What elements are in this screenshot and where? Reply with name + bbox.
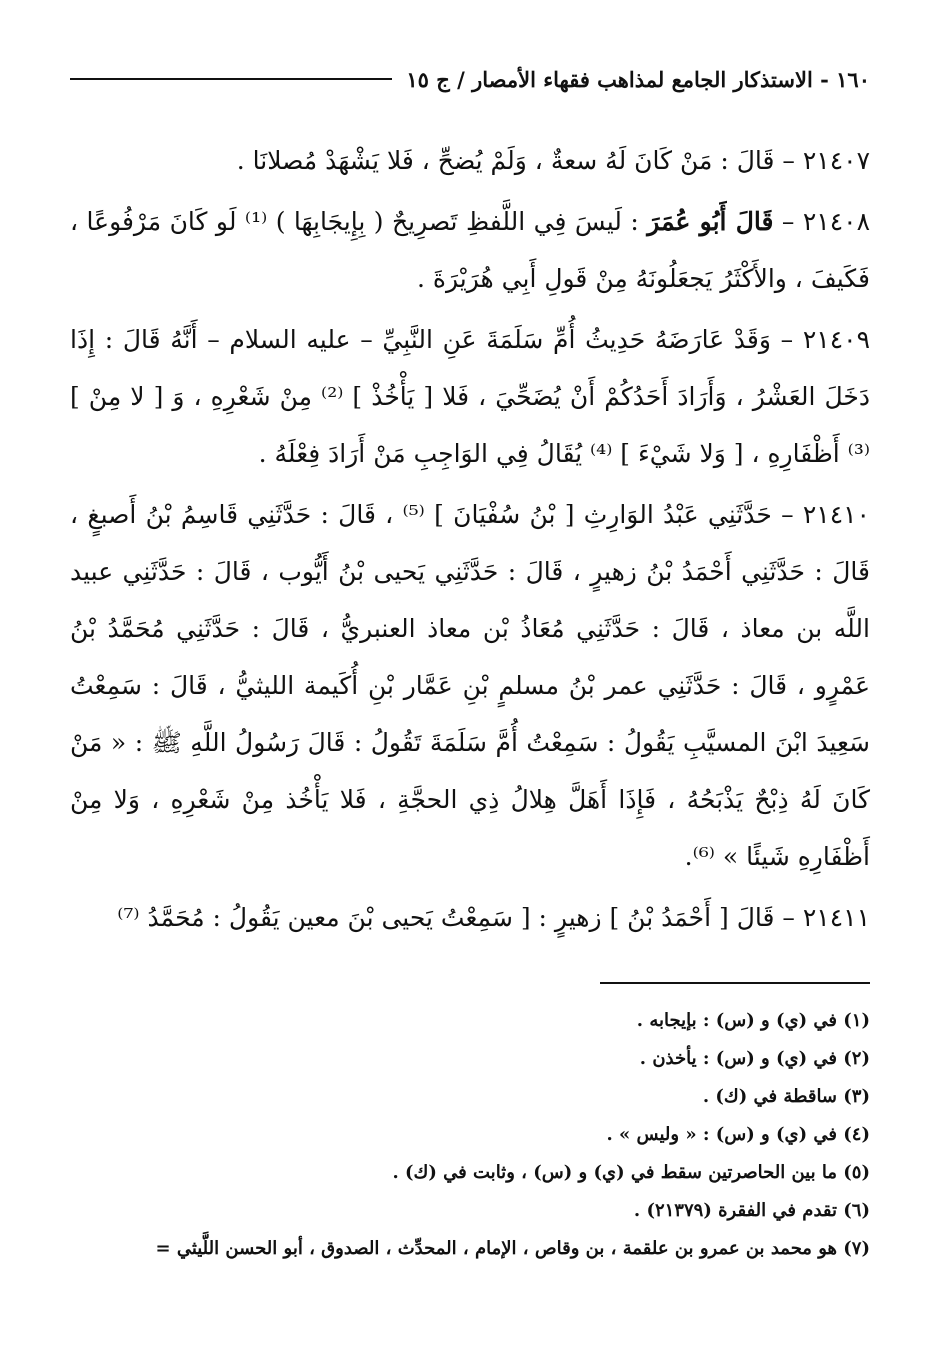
speaker-name: قَالَ أَبُو عُمَرَ [647, 207, 774, 236]
dash: – [774, 146, 795, 175]
footnote-5: (٥) ما بين الحاصرتين سقط في (ي) و (س) ، وثابت في (ك) . [392, 1162, 870, 1183]
footnote-3: (٣) ساقطة في (ك) . [702, 1086, 870, 1107]
page-header [70, 62, 870, 96]
footnote-1: (١) في (ي) و (س) : بإيجابه . [636, 1010, 870, 1031]
paragraph-21411 [70, 889, 870, 946]
paragraph-21409 [70, 311, 870, 482]
dash: – [773, 207, 795, 236]
paragraph-21408 [70, 193, 870, 307]
header-rule [70, 78, 392, 80]
paragraph-21407 [70, 132, 870, 189]
paragraph-number: ٢١٤٠٧ [802, 146, 870, 175]
paragraph-number: ٢١٤١٠ [802, 500, 870, 529]
footnote-separator [600, 982, 870, 984]
paragraph-text: حَدَّثَنِي عَبْدُ الوَارِثِ [ بْنُ سُفْيَانَ ] ⁽⁵⁾ ، قَالَ : حَدَّثَنِي قَاسِمُ بْنُ أَصبغٍ ، قَالَ : حَدَّثَنِي أَحْمَدُ بْنُ زهيرٍ ، قَالَ : حَدَّثَنِي يَحيى بْنُ أَيُّوب ، قَالَ : حَدَّثَنِي عبيد اللَّه بن معاذ ، قَالَ : حَدَّثَنِي مُعَاذُ بْن معاذ العنبريُّ ، قَالَ : حَدَّثَنِي مُحَمَّدُ بْنُ عَمْرٍو ، قَالَ : حَدَّثَنِي عمر بْنُ مسلمٍ بْنِ عَمَّار بْنِ أُكَيمة الليثيُّ ، قَالَ : سَمِعْتُ سَعِيدَ ابْنَ المسيَّبِ يَقُولُ : سَمِعْتُ أُمَّ سَلَمَةَ تَقُولُ : قَالَ رَسُولُ اللَّهِ ﷺ : « مَنْ كَانَ لَهُ ذِبْحٌ يَذْبَحُهُ ، فَإِذَا أَهَلَّ هِلالُ ذِي الحجَّةِ ، فَلا يَأْخُذ مِنْ شَعْرِهِ ، وَلا مِنْ أَظْفَارِهِ شَيئًا » ⁽⁶⁾. [70, 500, 870, 871]
dash: – [774, 903, 795, 932]
footnote-7: (٧) هو محمد بن عمرو بن علقمة ، بن وقاص ، الإمام ، المحدِّث ، الصدوق ، أبو الحسن اللَّيثي = [155, 1238, 870, 1259]
paragraph-21410 [70, 486, 870, 885]
footnote-4: (٤) في (ي) و (س) : « وليس » . [606, 1124, 870, 1145]
paragraph-number: ٢١٤٠٩ [802, 325, 871, 354]
footnotes [70, 1002, 870, 1268]
footnote-6: (٦) تقدم في الفقرة (٢١٣٧٩) . [633, 1200, 870, 1221]
paragraph-text: قَالَ [ أَحْمَدُ بْنُ ] زهيرٍ : [ سَمِعْتُ يَحيى بْنَ معين يَقُولُ : مُحَمَّدُ ⁽⁷⁾ [117, 903, 775, 932]
footnote-2: (٢) في (ي) و (س) : يأخذن . [639, 1048, 870, 1069]
paragraph-text: وَقَدْ عَارَضَهُ حَدِيثُ أُمِّ سَلَمَةَ عَنِ النَّبِيِّ – عليه السلام – أَنَّهُ قَالَ : إِذَا دَخَلَ العَشْرُ ، وَأَرَادَ أَحَدُكُمْ أَنْ يُضَحِّيَ ، فَلا [ يَأْخُذْ ] ⁽²⁾ مِنْ شَعْرِهِ ، وَ [ لا مِنْ ] ⁽³⁾ أَظْفَارِهِ ، [ وَلا شَيْءَ ] ⁽⁴⁾ يُقَالُ فِي الوَاجِبِ مَنْ أَرَادَ فِعْلَهُ . [70, 325, 870, 468]
running-header-title: ١٦٠ - الاستذكار الجامع لمذاهب فقهاء الأمصار / ج ١٥ [406, 66, 870, 92]
dash: – [771, 500, 794, 529]
paragraph-text: : لَيسَ فِي اللَّفظِ تَصرِيحٌ ( بِإِيجَابِهَا ) ⁽¹⁾ لَو كَانَ مَرْفُوعًا ، فَكَيفَ ، والأَكْثَرُ يَجعَلُونَهُ مِنْ قَولِ أَبِي هُرَيْرَةَ . [70, 207, 870, 293]
dash: – [770, 325, 794, 354]
paragraph-number: ٢١٤٠٨ [802, 207, 871, 236]
paragraph-number: ٢١٤١١ [802, 903, 870, 932]
paragraph-text: قَالَ : مَنْ كَانَ لَهُ سعةٌ ، وَلَمْ يُضحِّ ، فَلا يَشْهَدْ مُصلانَا . [236, 146, 775, 175]
main-text [70, 132, 870, 950]
